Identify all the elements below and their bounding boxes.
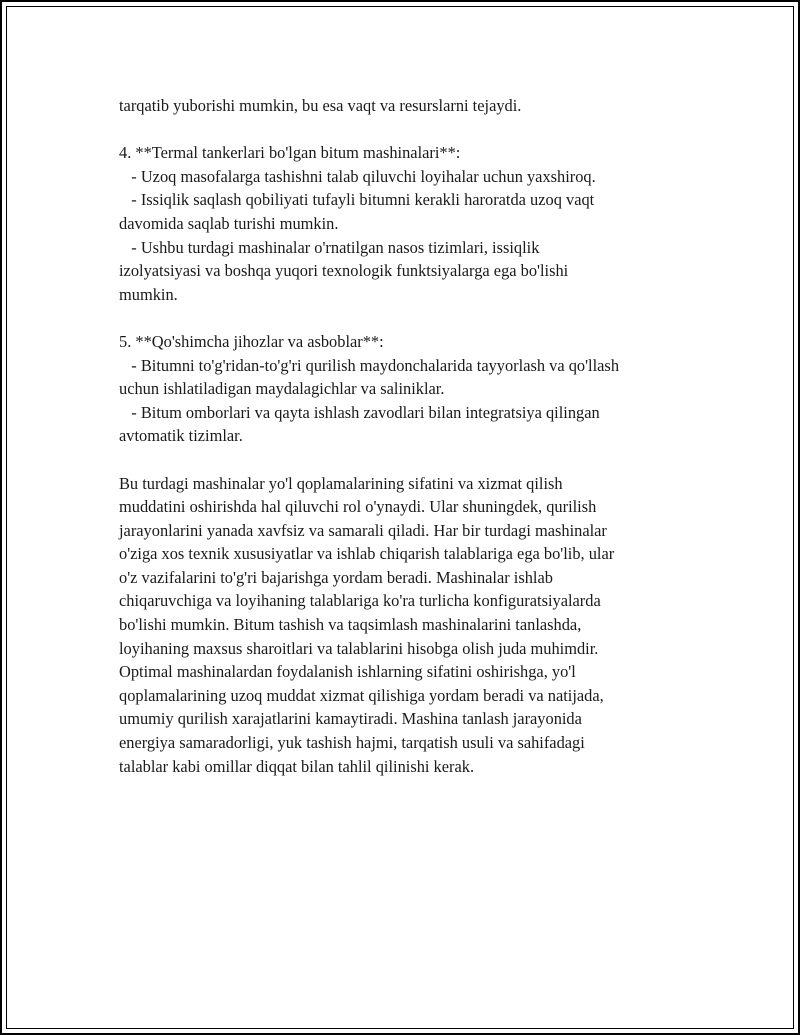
text-line: o'z vazifalarini to'g'ri bajarishga yordam beradi. Mashinalar ishlab [119,567,553,587]
text-line: mumkin. [119,284,178,304]
section-5-additional-equipment [119,330,694,448]
text-line: muddatini oshirishda hal qiluvchi rol o'ynaydi. Ular shuningdek, qurilish [119,497,597,517]
section-heading: 5. **Qo'shimcha jihozlar va asboblar**: [119,331,384,351]
text-line: bo'lishi mumkin. Bitum tashish va taqsimlash mashinalarini tanlashda, [119,615,582,635]
text-line: o'ziga xos texnik xususiyatlar va ishlab chiqarish talablariga ega bo'lib, ular [119,544,615,564]
text-line: umumiy qurilish xarajatlarini kamaytiradi. Mashina tanlash jarayonida [119,709,582,729]
text-line: Bu turdagi mashinalar yo'l qoplamalarining sifatini va xizmat qilish [119,473,563,493]
text-line: - Bitumni to'g'ridan-to'g'ri qurilish maydonchalarida tayyorlash va qo'llash [119,355,620,375]
text-line: Optimal mashinalardan foydalanish ishlarning sifatini oshirishga, yo'l [119,662,576,682]
section-heading: 4. **Termal tankerlari bo'lgan bitum mashinalari**: [119,143,461,163]
text-line: izolyatsiyasi va boshqa yuqori texnologik funktsiyalarga ega bo'lishi [119,261,569,281]
text-line: loyihaning maxsus sharoitlari va talablarini hisobga olish juda muhimdir. [119,638,599,658]
text-line: davomida saqlab turishi mumkin. [119,213,339,233]
text-line: uchun ishlatiladigan maydalagichlar va saliniklar. [119,379,445,399]
text-line: - Uzoq masofalarga tashishni talab qiluvchi loyihalar uchun yaxshiroq. [119,166,596,186]
document-body [119,94,694,802]
intro-paragraph [119,94,694,118]
text-line: chiqaruvchiga va loyihaning talablariga ko'ra turlicha konfiguratsiyalarda [119,591,601,611]
section-4-thermal-tankers [119,141,694,306]
text-line: - Issiqlik saqlash qobiliyati tufayli bitumni kerakli haroratda uzoq vaqt [119,190,595,210]
text-line: - Ushbu turdagi mashinalar o'rnatilgan nasos tizimlari, issiqlik [119,237,540,257]
text-line: avtomatik tizimlar. [119,426,243,446]
text-line: tarqatib yuborishi mumkin, bu esa vaqt va resurslarni tejaydi. [119,96,522,115]
text-line: - Bitum omborlari va qayta ishlash zavodlari bilan integratsiya qilingan [119,402,600,422]
text-line: talablar kabi omillar diqqat bilan tahlil qilinishi kerak. [119,756,475,776]
text-line: qoplamalarining uzoq muddat xizmat qilishiga yordam beradi va natijada, [119,685,604,705]
text-line: energiya samaradorligi, yuk tashish hajmi, tarqatish usuli va sahifadagi [119,733,585,753]
text-line: jarayonlarini yanada xavfsiz va samarali qiladi. Har bir turdagi mashinalar [119,520,607,540]
conclusion-paragraph [119,472,694,779]
